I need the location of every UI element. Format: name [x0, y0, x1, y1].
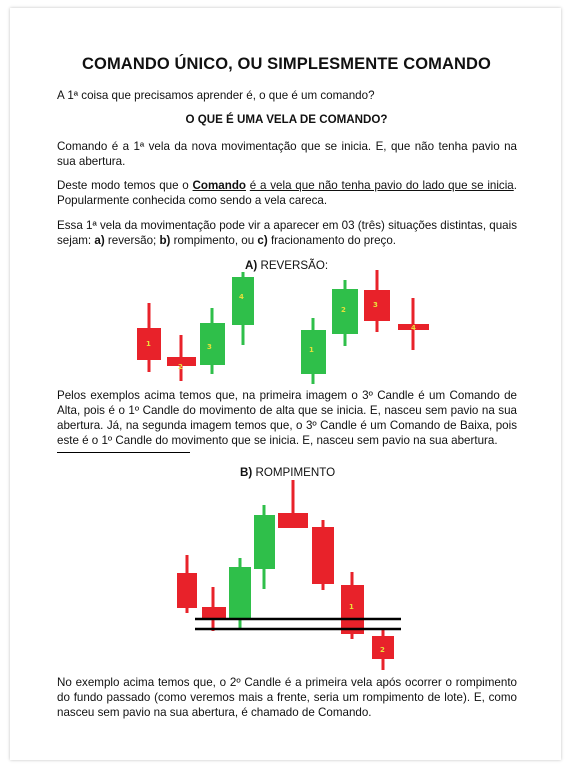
situation-a-letter: a)	[94, 234, 105, 247]
figure-b-label: ROMPIMENTO	[252, 466, 336, 479]
figure-a-letter: A)	[245, 259, 258, 272]
candle-c1-body	[177, 573, 197, 608]
document-title: COMANDO ÚNICO, OU SIMPLESMENTE COMANDO	[82, 55, 491, 73]
careca-underline: é a vela que não tenha pavio do lado que se inicia	[249, 179, 514, 192]
candle-a2-label: 2	[178, 363, 183, 371]
intro-text: A 1ª coisa que precisamos aprender é, o que é um comando?	[57, 89, 375, 102]
situation-a-text: reversão;	[104, 234, 160, 247]
reversal-explanation: Pelos exemplos acima temos que, na primeira imagem o 3º Candle é um Comando de Alta, pois é o 1º Candle do movimento de alta que se inicia. E, nasceu sem pavio na sua abertura. Já, na segunda imagem temos que, o 3º Candle é um Comando de Baixa, pois este é o 1º Candle do movimento que se inicia. E, nasceu sem pavio na sua abertura.	[57, 389, 517, 447]
section-heading: O QUE É UMA VELA DE COMANDO?	[185, 113, 388, 126]
situation-b-letter: b)	[159, 234, 171, 247]
figure-b-letter: B)	[240, 466, 253, 479]
candle-c3-body	[229, 567, 251, 619]
situation-b-text: rompimento, ou	[170, 234, 258, 247]
candle-c4-body	[254, 515, 275, 569]
careca-post: . Popularmente conhecida como sendo a vela careca.	[57, 179, 517, 207]
situation-c-letter: c)	[257, 234, 268, 247]
candle-c5-body	[278, 513, 308, 528]
candle-a4-label: 4	[239, 293, 244, 301]
careca-bold: Comando	[192, 179, 247, 192]
situation-c-text: fracionamento do preço.	[267, 234, 396, 247]
candle-c8-label: 2	[380, 646, 385, 654]
candle-b1-label: 1	[309, 346, 314, 354]
careca-pre: Deste modo temos que o	[57, 179, 193, 192]
candle-b4-label: 4	[411, 324, 416, 332]
breakout-explanation: No exemplo acima temos que, o 2º Candle é a primeira vela após ocorrer o rompimento do fundo passado (como veremos mais a frente, seria um rompimento de lote). E, como nasceu sem pavio na sua abertura, é chamado de Comando.	[57, 676, 517, 719]
candle-c6-body	[312, 527, 334, 584]
candle-c7-label: 1	[349, 603, 354, 611]
situations-pre: Essa 1ª vela da movimentação pode vir a aparecer em 03 (três) situações distintas, quais sejam:	[57, 219, 517, 247]
definition-text: Comando é a 1ª vela da nova movimentação que se inicia. E, que não tenha pavio na sua abertura.	[57, 140, 517, 168]
candle-b3-label: 3	[373, 301, 378, 309]
candle-a1-label: 1	[146, 340, 151, 348]
candle-b2-label: 2	[341, 306, 346, 314]
candle-a3-label: 3	[207, 343, 212, 351]
candle-c2-body	[202, 607, 226, 619]
figure-a-label: REVERSÃO:	[257, 259, 329, 272]
